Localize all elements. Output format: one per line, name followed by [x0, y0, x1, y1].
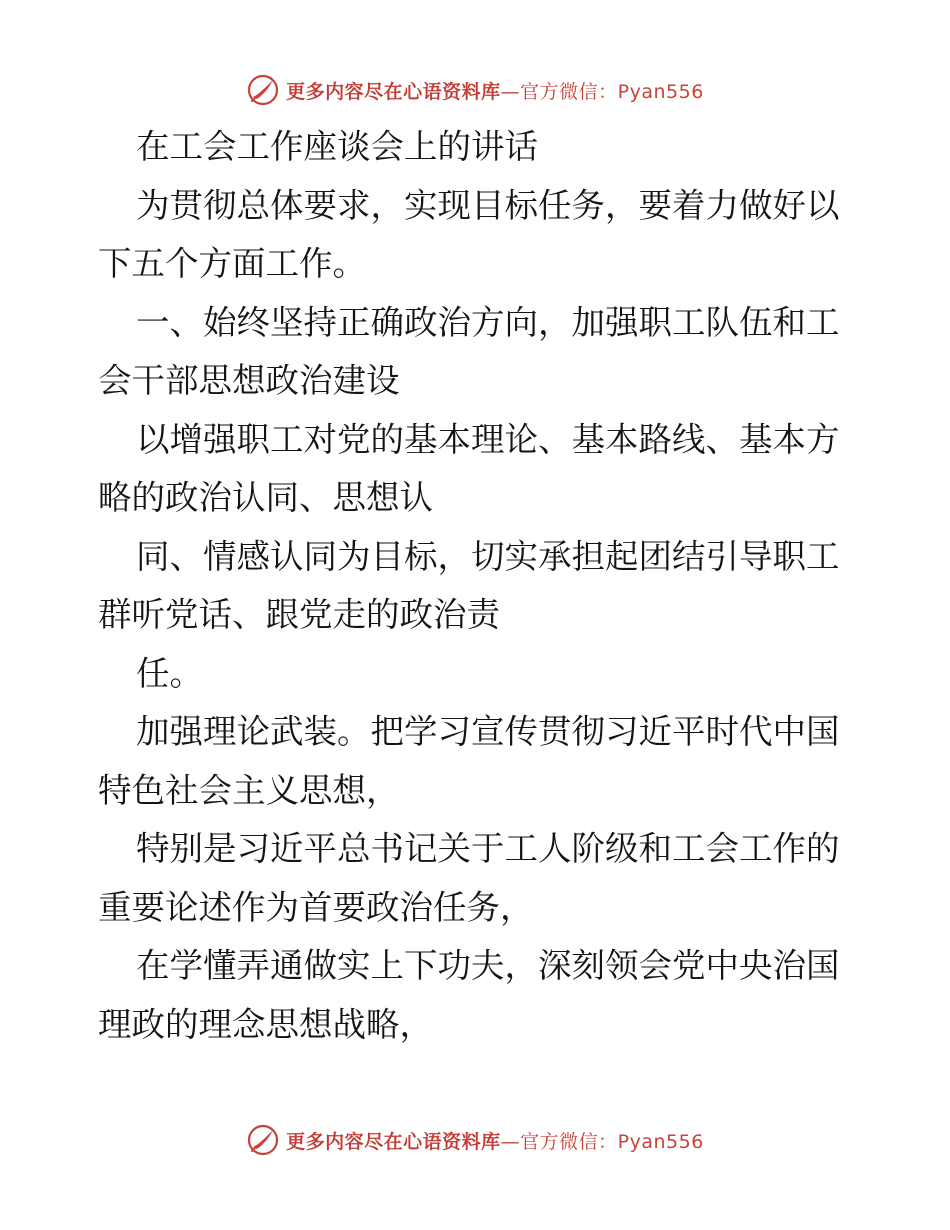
paragraph-line: 为贯彻总体要求，实现目标任务，要着力做好以 [136, 185, 840, 225]
paragraph-line: 以增强职工对党的基本理论、基本路线、基本方 [136, 419, 840, 459]
paragraph-line: 群听党话、跟党走的政治责 [98, 595, 500, 634]
paragraph-line: 重要论述作为首要政治任务， [98, 887, 534, 927]
watermark-text [286, 1127, 704, 1154]
document-body [98, 118, 858, 1054]
paragraph-line: 下五个方面工作。 [98, 244, 366, 283]
watermark-brand: 更多内容尽在心语资料库 [286, 80, 501, 103]
paragraph-line: 理政的理念思想战略， [98, 1004, 433, 1044]
header-watermark [0, 70, 950, 110]
quill-in-circle-icon [246, 1123, 280, 1157]
paragraph-line: 特别是习近平总书记关于工人阶级和工会工作的 [136, 829, 840, 868]
paragraph-line: 任。 [136, 653, 203, 693]
paragraph-line: 加强理论武装。把学习宣传贯彻习近平时代中国 [136, 712, 840, 751]
watermark-suffix: —官方微信：Pyan556 [500, 1130, 704, 1153]
section-heading-line: 一、始终坚持正确政治方向，加强职工队伍和工 [136, 302, 840, 342]
watermark-brand: 更多内容尽在心语资料库 [286, 1130, 501, 1153]
footer-watermark [0, 1120, 950, 1160]
quill-in-circle-icon [246, 73, 280, 107]
paragraph-line: 略的政治认同、思想认 [98, 478, 433, 517]
paragraph-line: 在学懂弄通做实上下功夫，深刻领会党中央治国 [136, 946, 840, 985]
section-heading-line: 会干部思想政治建设 [98, 361, 400, 400]
paragraph-line: 同、情感认同为目标，切实承担起团结引导职工 [136, 536, 840, 576]
paragraph-line: 特色社会主义思想， [98, 770, 400, 810]
watermark-suffix: —官方微信：Pyan556 [500, 80, 704, 103]
document-title: 在工会工作座谈会上的讲话 [136, 127, 538, 166]
watermark-text [286, 77, 704, 104]
